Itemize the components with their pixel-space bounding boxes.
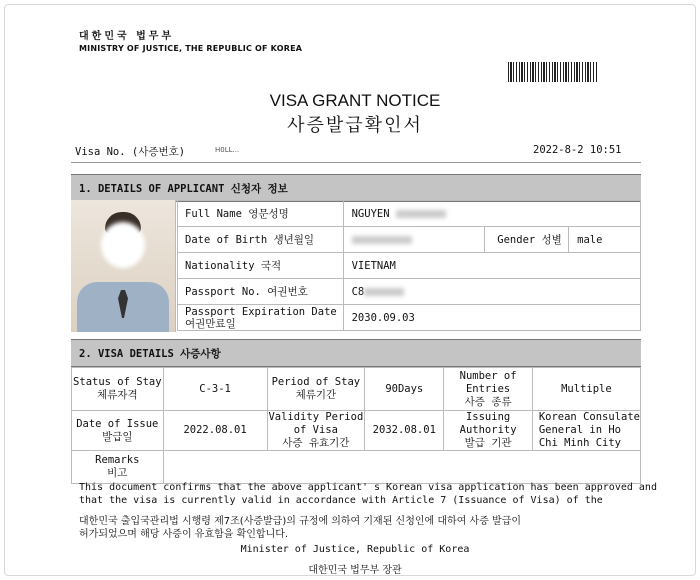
date-of-issue-label xyxy=(72,411,164,451)
visa-grant-notice-document xyxy=(4,4,696,576)
full-name-value xyxy=(343,201,640,227)
minister-signature-english: Minister of Justice, Republic of Korea xyxy=(240,544,470,555)
nationality-value: VIETNAM xyxy=(343,253,640,279)
validity-period-label-1: Validity Period xyxy=(268,411,364,423)
status-of-stay-label-kr: 체류자격 xyxy=(97,389,138,401)
issuing-authority-value xyxy=(532,411,640,451)
issuing-authority-value-3: Chi Minh City xyxy=(538,437,621,449)
divider xyxy=(71,162,641,163)
status-of-stay-label xyxy=(72,368,164,411)
date-of-birth-label: Date of Birth 생년월일 xyxy=(178,227,344,253)
remarks-label-en: Remarks xyxy=(95,454,140,466)
issuing-authority-label-kr: 발급 기관 xyxy=(464,437,512,449)
date-of-issue-value: 2022.08.01 xyxy=(163,411,267,451)
validity-period-label xyxy=(267,411,365,451)
validity-period-label-2: of Visa xyxy=(293,424,338,436)
statement-en-line2: that the visa is currently valid in accordance with Article 7 (Issuance of Visa) of the xyxy=(79,495,603,506)
table-row xyxy=(72,411,641,451)
passport-number-value xyxy=(343,279,640,305)
section-visa-header xyxy=(71,339,641,367)
table-row xyxy=(178,305,641,331)
number-of-entries-label-2: Entries xyxy=(465,382,511,395)
table-row xyxy=(178,253,641,279)
barcode-icon xyxy=(508,62,598,82)
section-visa-title: 2. VISA DETAILS 사증사항 xyxy=(79,348,221,360)
validity-period-value: 2032.08.01 xyxy=(365,411,444,451)
passport-expiration-label-en: Passport Expiration Date xyxy=(185,305,337,318)
table-row xyxy=(178,279,641,305)
statement-kr-line2: 허가되었으며 해당 사증이 유효함을 확인합니다. xyxy=(79,529,289,540)
gender-value: male xyxy=(569,227,641,253)
document-title-korean: 사증발급확인서 xyxy=(287,115,423,136)
passport-expiration-label-kr: 여권만료일 xyxy=(185,317,236,330)
period-of-stay-label xyxy=(267,368,365,411)
passport-number-text: C8 xyxy=(351,285,365,298)
full-name-text: NGUYEN xyxy=(351,207,390,220)
redacted-mark xyxy=(396,210,446,218)
visa-number-value: H0LL... xyxy=(215,146,240,154)
issuing-authority-value-2: General in Ho xyxy=(538,424,621,436)
section-applicant-header xyxy=(71,174,641,202)
table-row xyxy=(72,368,641,411)
table-row xyxy=(178,227,641,253)
ministry-name-korean: 대한민국 법무부 xyxy=(79,31,175,42)
date-of-issue-label-en: Date of Issue xyxy=(76,417,159,430)
period-of-stay-label-en: Period of Stay xyxy=(271,376,361,388)
minister-signature-korean: 대한민국 법무부 장관 xyxy=(308,565,402,576)
table-row xyxy=(72,451,641,484)
issued-datetime: 2022-8-2 10:51 xyxy=(533,144,622,156)
applicant-details-table xyxy=(177,200,641,331)
number-of-entries-label xyxy=(444,368,532,411)
issuing-authority-value-1: Korean Consulate xyxy=(538,411,640,423)
passport-number-label: Passport No. 여권번호 xyxy=(178,279,344,305)
period-of-stay-label-kr: 체류기간 xyxy=(295,389,337,401)
number-of-entries-label-1: Number of xyxy=(459,369,517,382)
section-applicant-title: 1. DETAILS OF APPLICANT 신청자 정보 xyxy=(79,183,288,195)
gender-label: Gender 성별 xyxy=(485,227,569,253)
status-of-stay-label-en: Status of Stay xyxy=(73,376,162,388)
statement-en-line1: This document confirms that the above applicant' s Korean visa application has been approved and xyxy=(79,482,657,493)
date-of-issue-label-kr: 발급일 xyxy=(102,430,133,443)
visa-details-table xyxy=(71,367,641,484)
document-title-english: VISA GRANT NOTICE xyxy=(269,91,441,110)
redacted-mark xyxy=(364,288,404,296)
nationality-label: Nationality 국적 xyxy=(178,253,344,279)
remarks-value xyxy=(163,451,640,484)
issuing-authority-label-2: Authority xyxy=(459,424,517,436)
period-of-stay-value: 90Days xyxy=(365,368,444,411)
passport-expiration-label xyxy=(178,305,344,331)
remarks-label xyxy=(72,451,164,484)
validity-period-label-kr: 사증 유효기간 xyxy=(282,437,350,449)
issuing-authority-label-1: Issuing xyxy=(465,411,511,423)
redacted-mark xyxy=(352,236,412,244)
passport-expiration-value: 2030.09.03 xyxy=(343,305,640,331)
date-of-birth-value xyxy=(343,227,485,253)
table-row xyxy=(178,201,641,227)
statement-kr-line1: 대한민국 출입국관리법 시행령 제7조(사증발급)의 규정에 의하여 기재된 신청인에 대하여 사증 발급이 xyxy=(79,516,522,527)
status-of-stay-value: C-3-1 xyxy=(163,368,267,411)
issuing-authority-label xyxy=(444,411,532,451)
full-name-label: Full Name 영문성명 xyxy=(178,201,344,227)
remarks-label-kr: 비고 xyxy=(107,467,128,479)
visa-number-label: Visa No. (사증번호) xyxy=(75,146,186,158)
applicant-photo xyxy=(71,200,176,332)
ministry-name-english: MINISTRY OF JUSTICE, THE REPUBLIC OF KOREA xyxy=(79,44,303,53)
number-of-entries-value: Multiple xyxy=(532,368,640,411)
number-of-entries-label-kr: 사증 종류 xyxy=(464,395,512,408)
